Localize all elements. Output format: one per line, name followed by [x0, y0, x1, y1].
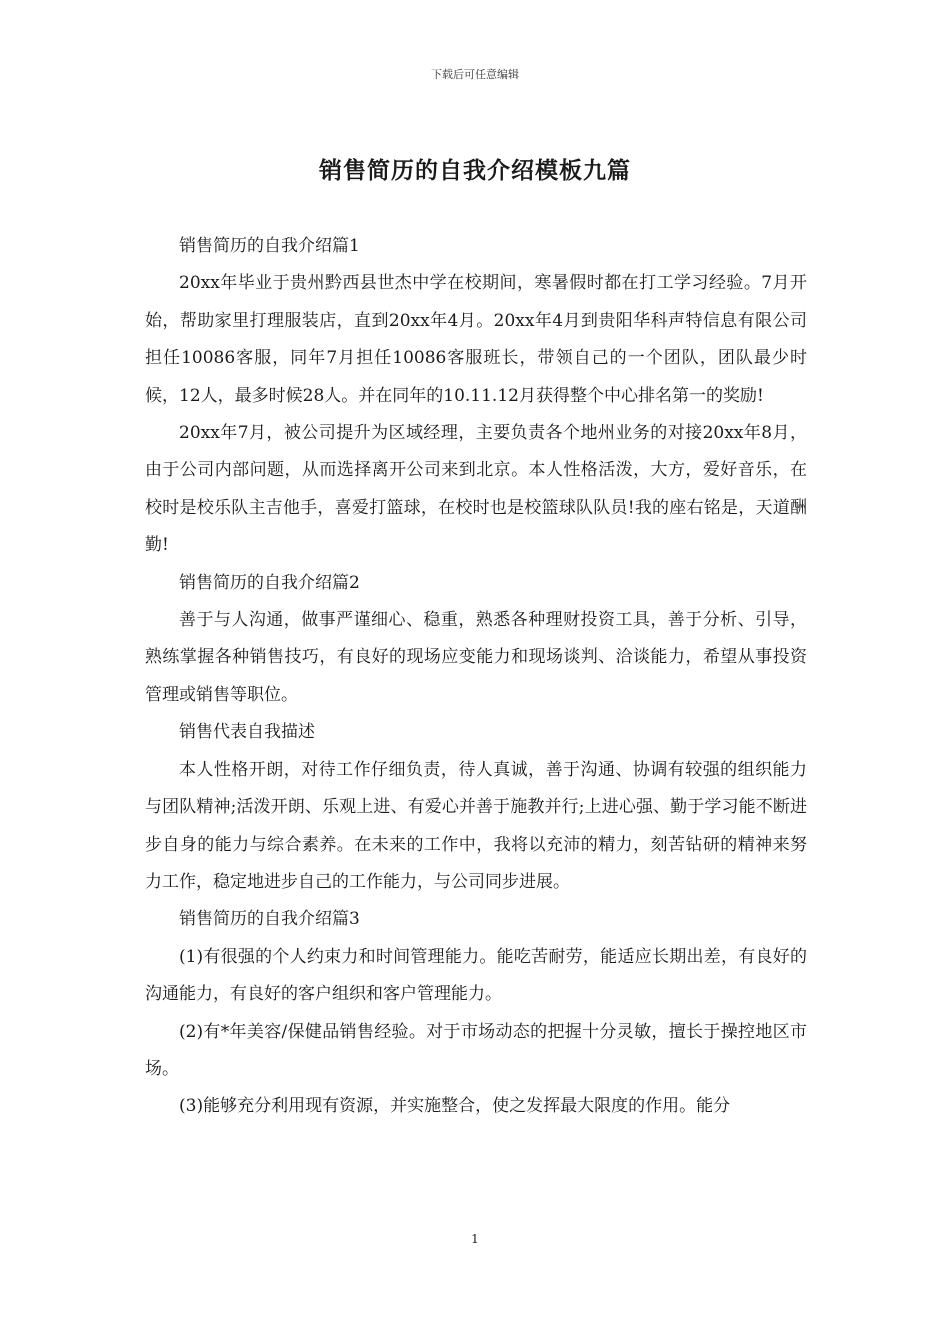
document-title: 销售简历的自我介绍模板九篇	[319, 157, 631, 184]
body-paragraph: 20xx年毕业于贵州黔西县世杰中学在校期间，寒暑假时都在打工学习经验。7月开始，帮助家里打理服装店，直到20xx年4月。20xx年4月到贵阳华科声特信息有限公司担任10086客服，同年7月担任10086客服班长，带领自己的一个团队，团队最少时候，12人，最多时候28人。并在同年的10.11.12月获得整个中心排名第一的奖励!	[145, 273, 807, 406]
section-heading: 销售简历的自我介绍篇1	[179, 236, 360, 256]
section-heading: 销售简历的自我介绍篇2	[179, 572, 360, 593]
body-paragraph: 本人性格开朗，对待工作仔细负责，待人真诚，善于沟通、协调有较强的组织能力与团队精神;活泼开朗、乐观上进、有爱心并善于施教并行;上进心强、勤于学习能不断进步自身的能力与综合素养。在未来的工作中，我将以充沛的精力，刻苦钻研的精神来努力工作，稳定地进步自己的工作能力，与公司同步进展。	[145, 759, 807, 892]
body-paragraph: 善于与人沟通，做事严谨细心、稳重，熟悉各种理财投资工具，善于分析、引导，熟练掌握各种销售技巧，有良好的现场应变能力和现场谈判、洽谈能力，希望从事投资管理或销售等职位。	[145, 610, 807, 705]
body-paragraph: (1)有很强的个人约束力和时间管理能力。能吃苦耐劳，能适应长期出差，有良好的沟通能力，有良好的客户组织和客户管理能力。	[145, 946, 807, 1005]
section-heading: 销售代表自我描述	[179, 722, 315, 743]
document-body	[145, 228, 807, 1126]
section-heading: 销售简历的自我介绍篇3	[179, 909, 360, 930]
body-paragraph: 20xx年7月，被公司提升为区域经理，主要负责各个地州业务的对接20xx年8月，由于公司内部问题，从而选择离开公司来到北京。本人性格活泼，大方，爱好音乐，在校时是校乐队主吉他手，喜爱打篮球，在校时也是校篮球队队员!我的座右铭是，天道酬勤!	[145, 423, 807, 556]
body-paragraph: (2)有*年美容/保健品销售经验。对于市场动态的把握十分灵敏，擅长于操控地区市场。	[145, 1021, 807, 1079]
page-number: 1	[471, 1232, 479, 1246]
header-note: 下载后可任意编辑	[431, 68, 519, 81]
body-paragraph: (3)能够充分利用现有资源，并实施整合，使之发挥最大限度的作用。能分	[179, 1096, 731, 1117]
